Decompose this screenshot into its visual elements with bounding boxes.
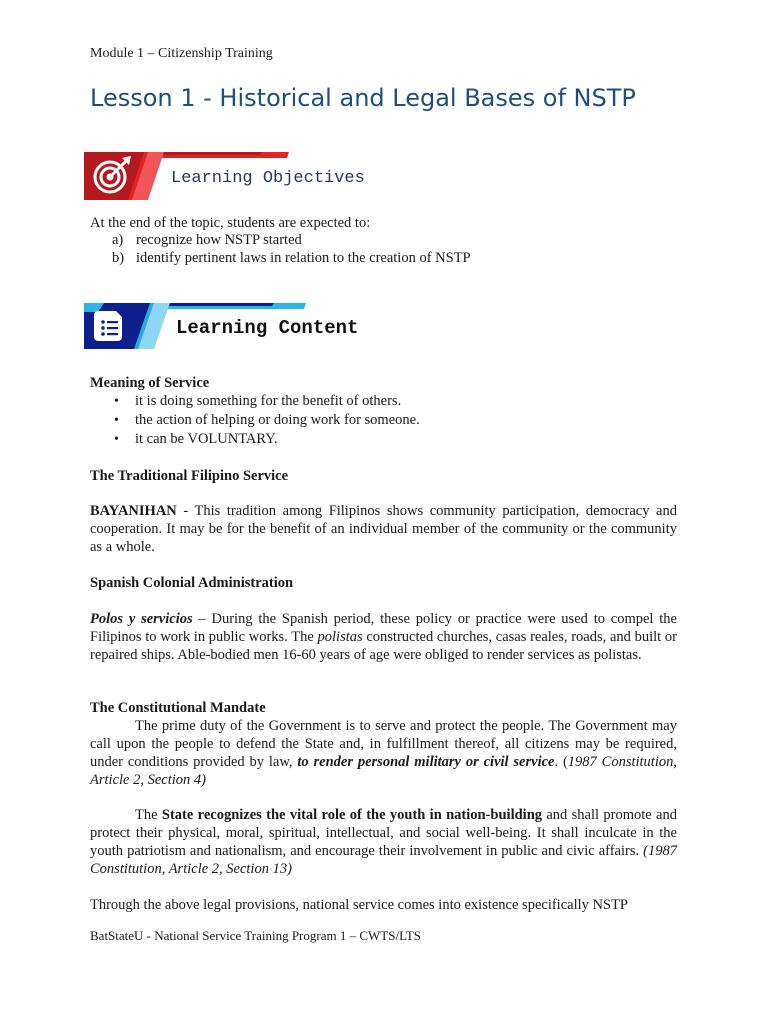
list-item: • it is doing something for the benefit of others. <box>114 393 402 409</box>
lesson-title: Lesson 1 - Historical and Legal Bases of NSTP <box>90 84 636 112</box>
objectives-list <box>90 232 677 267</box>
document-icon <box>94 311 122 341</box>
meaning-list <box>90 392 677 449</box>
bayanihan-paragraph: BAYANIHAN - This tradition among Filipinos shows community participation, democracy and cooperation. It may be for the benefit of an individual member of the community or the community as a whole. <box>90 503 677 555</box>
traditional-heading: The Traditional Filipino Service <box>90 468 289 484</box>
mandate-paragraph: The prime duty of the Government is to serve and protect the people. The Government may call upon the people to defend the State and, in fulfillment thereof, all citizens may be required, under conditions provided by law, to render personal military or civil service. (1987 Constitution, Article 2, Section 4) <box>90 718 677 788</box>
objective-item: a) recognize how NSTP started <box>112 232 302 248</box>
youth-paragraph: The State recognizes the vital role of the youth in nation-building and shall promote and protect their physical, moral, spiritual, intellectual, and social well-being. It shall inculcate in the youth patriotism and nationalism, and encourage their involvement in public and civic affairs. (1987 Constitution, Article 2, Section 13) <box>90 807 677 877</box>
polos-paragraph: Polos y servicios – During the Spanish period, these policy or practice were used to compel the Filipinos to work in public works. The polistas constructed churches, casas reales, roads, and built or repaired ships. Able-bodied men 16-60 years of age were obliged to render services as polistas. <box>90 611 677 663</box>
learning-content-banner <box>84 302 384 350</box>
meaning-heading: Meaning of Service <box>90 375 210 391</box>
objectives-banner-label: Learning Objectives <box>171 169 365 188</box>
list-item: • it can be VOLUNTARY. <box>114 431 278 447</box>
page-header: Module 1 – Citizenship Training <box>90 46 273 61</box>
learning-objectives-banner <box>84 150 384 202</box>
spanish-heading: Spanish Colonial Administration <box>90 575 294 591</box>
content-banner-label: Learning Content <box>176 317 359 339</box>
mandate-heading: The Constitutional Mandate <box>90 700 266 716</box>
list-item: • the action of helping or doing work for someone. <box>114 412 420 428</box>
objective-item: b) identify pertinent laws in relation to the creation of NSTP <box>112 249 471 266</box>
page-footer: BatStateU - National Service Training Program 1 – CWTS/LTS <box>90 928 421 943</box>
closing-paragraph: Through the above legal provisions, national service comes into existence specifically NSTP <box>90 897 628 913</box>
objectives-intro: At the end of the topic, students are expected to: <box>90 215 371 231</box>
